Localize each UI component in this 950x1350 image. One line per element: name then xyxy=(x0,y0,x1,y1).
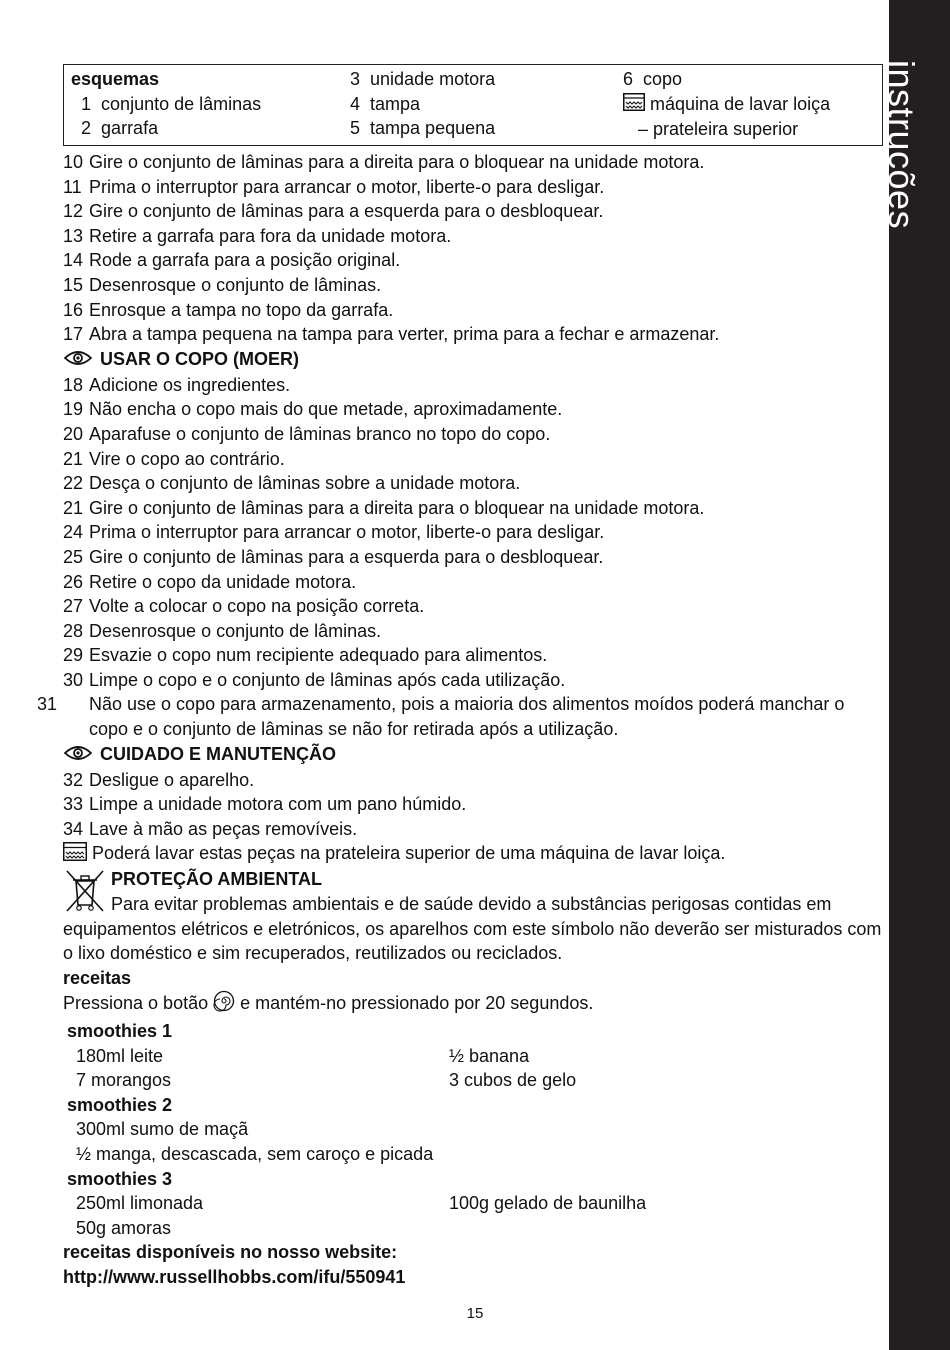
recipe-title: smoothies 2 xyxy=(67,1094,173,1115)
legend-item: 1 conjunto de lâminas xyxy=(81,93,262,114)
steps-list-b xyxy=(63,373,883,693)
section-heading-care: CUIDADO E MANUTENÇÃO xyxy=(63,742,883,768)
ingredient-row: 7 morangos 3 cubos de gelo xyxy=(76,1070,577,1091)
legend-item: 5 tampa pequena xyxy=(350,118,496,139)
step-item: 19 Não encha o copo mais do que metade, aproximadamente. xyxy=(63,399,563,420)
step-item: 28 Desenrosque o conjunto de lâminas. xyxy=(63,620,382,641)
step-item: 27 Volte a colocar o copo na posição correta. xyxy=(63,596,425,617)
legend-item: máquina de lavar loiça xyxy=(623,92,830,118)
step-item: 22 Desça o conjunto de lâminas sobre a unidade motora. xyxy=(63,473,521,494)
step-item: 21 Gire o conjunto de lâminas para a direita para o bloquear na unidade motora. xyxy=(63,497,705,518)
section-heading-grind: USAR O COPO (MOER) xyxy=(63,347,883,373)
step-item: 32 Desligue o aparelho. xyxy=(63,769,255,790)
step-item: 26 Retire o copo da unidade motora. xyxy=(63,571,357,592)
step-item: 30 Limpe o copo e o conjunto de lâminas após cada utilização. xyxy=(63,669,566,690)
step-item: 10 Gire o conjunto de lâminas para a direita para o bloquear na unidade motora. xyxy=(63,152,705,172)
eye-icon xyxy=(64,348,94,373)
recipe-title: smoothies 3 xyxy=(67,1168,173,1189)
ingredient-row: 300ml sumo de maçã xyxy=(76,1119,249,1140)
legend-title: esquemas xyxy=(71,69,160,89)
step-item: 11 Prima o interruptor para arrancar o motor, liberte-o para desligar. xyxy=(63,176,605,197)
step-item: 34 Lave à mão as peças removíveis. xyxy=(63,818,358,839)
environment-heading: PROTEÇÃO AMBIENTAL xyxy=(111,869,322,890)
environment-text: Para evitar problemas ambientais e de saúde devido a substâncias perigosas contidas em equipamentos elétricos e eletrónicos, os aparelhos com este símbolo não deverão ser misturados com o lixo doméstico e sim recuperados, reutilizados ou reciclados. xyxy=(63,894,882,964)
website-label: receitas disponíveis no nosso website: xyxy=(63,1242,398,1263)
ingredient-row: 180ml leite ½ banana xyxy=(76,1045,530,1066)
dishwasher-icon xyxy=(63,842,87,868)
legend-item: 6 copo xyxy=(623,69,683,89)
ingredient-row: ½ manga, descascada, sem caroço e picada xyxy=(76,1144,434,1165)
recipes-intro: Pressiona o botão e mantém-no pressionado por 20 segundos. xyxy=(63,990,883,1019)
step-item: 12 Gire o conjunto de lâminas para a esquerda para o desbloquear. xyxy=(63,201,604,222)
dishwasher-icon xyxy=(623,93,645,118)
step-item: 16 Enrosque a tampa no topo da garrafa. xyxy=(63,299,394,320)
step-item: 13 Retire a garrafa para fora da unidade motora. xyxy=(63,225,452,246)
website-link[interactable]: http://www.russellhobbs.com/ifu/550941 xyxy=(63,1266,406,1287)
legend-column-1 xyxy=(71,67,261,141)
legend-item: 2 garrafa xyxy=(81,118,159,139)
eye-icon xyxy=(64,743,94,768)
diagram-legend-box xyxy=(63,64,883,146)
step-item: 31 Não use o copo para armazenamento, pois a maioria dos alimentos moídos poderá manchar o copo e o conjunto de lâminas se não for retirada após a utilização. xyxy=(37,694,845,740)
dishwasher-note: Poderá lavar estas peças na prateleira superior de uma máquina de lavar loiça. xyxy=(63,841,883,867)
step-item: 24 Prima o interruptor para arrancar o motor, liberte-o para desligar. xyxy=(63,522,605,543)
step-item: 14 Rode a garrafa para a posição original. xyxy=(63,250,401,271)
legend-item: 3 unidade motora xyxy=(350,69,496,89)
recipe-title: smoothies 1 xyxy=(67,1021,173,1042)
spiral-icon xyxy=(213,990,235,1019)
legend-item: – prateleira superior xyxy=(638,119,799,140)
instructions-body xyxy=(37,150,883,1290)
step-item: 15 Desenrosque o conjunto de lâminas. xyxy=(63,274,382,295)
ingredient-row: 250ml limonada 100g gelado de baunilha xyxy=(76,1193,647,1214)
step-item: 21 Vire o copo ao contrário. xyxy=(63,448,285,469)
step-item: 20 Aparafuse o conjunto de lâminas branco no topo do copo. xyxy=(63,423,551,444)
legend-column-3 xyxy=(623,67,830,142)
step-item: 18 Adicione os ingredientes. xyxy=(63,374,291,395)
legend-column-2 xyxy=(350,67,495,141)
ingredient-row: 50g amoras xyxy=(76,1217,172,1238)
step-item: 29 Esvazie o copo num recipiente adequado para alimentos. xyxy=(63,645,548,666)
environment-section xyxy=(63,867,883,965)
legend-item: 4 tampa xyxy=(350,93,421,114)
section-sidebar-tab xyxy=(881,0,950,1350)
page-number: 15 xyxy=(466,1305,484,1322)
sidebar-label: instruções xyxy=(881,60,922,230)
steps-list-a xyxy=(63,150,883,347)
steps-list-c xyxy=(63,768,883,842)
step-item: 33 Limpe a unidade motora com um pano húmido. xyxy=(63,794,467,815)
step-item: 25 Gire o conjunto de lâminas para a esquerda para o desbloquear. xyxy=(63,546,604,567)
recipes-heading: receitas xyxy=(63,967,132,988)
crossed-bin-icon xyxy=(63,869,107,920)
step-item: 17 Abra a tampa pequena na tampa para verter, prima para a fechar e armazenar. xyxy=(63,324,720,345)
